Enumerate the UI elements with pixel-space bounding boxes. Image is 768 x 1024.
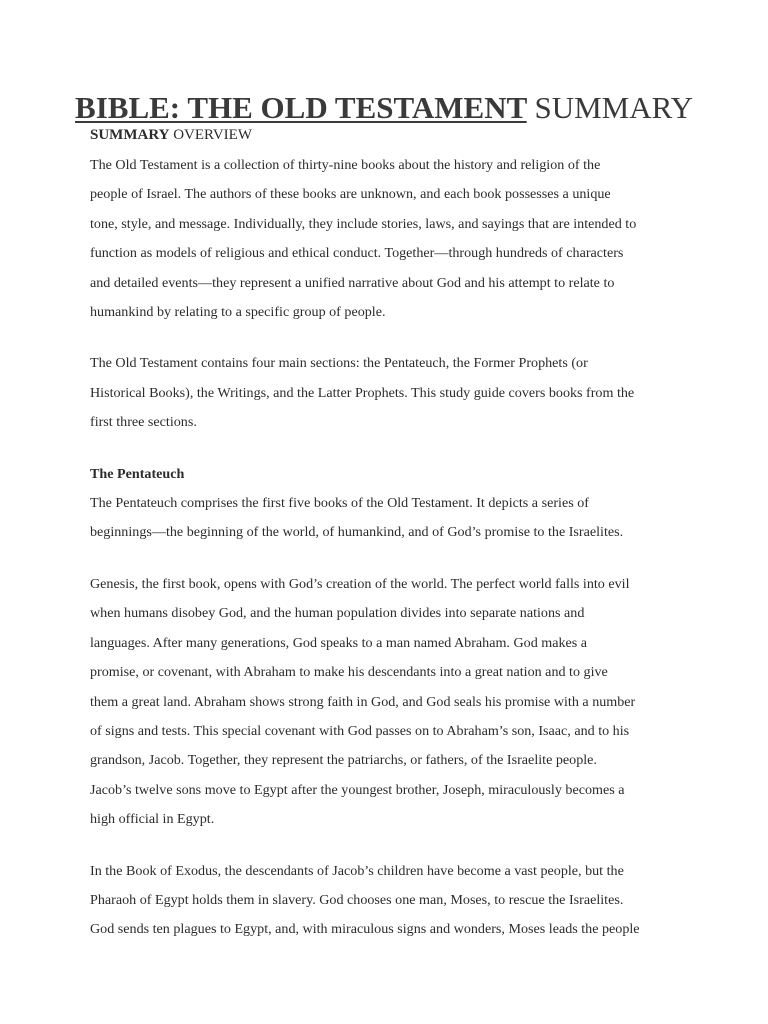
body-line: languages. After many generations, God speaks to a man named Abraham. God makes a: [90, 634, 588, 651]
body-line: grandson, Jacob. Together, they represent the patriarchs, or fathers, of the Israelite people.: [90, 752, 597, 769]
section-heading-pentateuch: The Pentateuch: [90, 465, 185, 482]
body-line: promise, or covenant, with Abraham to make his descendants into a great nation and to give: [90, 664, 608, 681]
body-line: and detailed events—they represent a unified narrative about God and his attempt to relate to: [90, 274, 615, 291]
title-rest: SUMMARY: [534, 90, 693, 125]
body-line: The Pentateuch comprises the first five books of the Old Testament. It depicts a series of: [90, 495, 589, 512]
subhead-bold: SUMMARY: [90, 127, 170, 143]
body-line: In the Book of Exodus, the descendants of Jacob’s children have become a vast people, but the: [90, 862, 624, 879]
body-line: beginnings—the beginning of the world, of humankind, and of God’s promise to the Israelites.: [90, 524, 624, 541]
body-line: first three sections.: [90, 414, 197, 431]
body-line: Pharaoh of Egypt holds them in slavery. God chooses one man, Moses, to rescue the Israelites.: [90, 891, 624, 908]
paragraph-gap: [90, 548, 690, 570]
body-line: humankind by relating to a specific group of people.: [90, 304, 386, 321]
body-line: when humans disobey God, and the human population divides into separate nations and: [90, 605, 585, 622]
paragraph-gap: [90, 438, 690, 460]
body-line: The Old Testament is a collection of thirty-nine books about the history and religion of the: [90, 157, 601, 173]
paragraph-gap: [90, 835, 690, 857]
paragraph-gap: [90, 327, 690, 349]
body-line: The Old Testament contains four main sections: the Pentateuch, the Former Prophets (or: [90, 355, 588, 372]
body-line: Genesis, the first book, opens with God’s creation of the world. The perfect world falls into evil: [90, 575, 630, 592]
section-subheading: [90, 125, 252, 145]
body-line: Historical Books), the Writings, and the Latter Prophets. This study guide covers books from the: [90, 384, 635, 401]
body-line: Jacob’s twelve sons move to Egypt after the youngest brother, Joseph, miraculously becomes a: [90, 781, 625, 798]
body-line: them a great land. Abraham shows strong faith in God, and God seals his promise with a number: [90, 693, 636, 710]
body-line: function as models of religious and ethical conduct. Together—through hundreds of characters: [90, 245, 624, 262]
page-title: [0, 88, 768, 128]
subhead-rest: OVERVIEW: [173, 127, 252, 143]
body-line: God sends ten plagues to Egypt, and, with miraculous signs and wonders, Moses leads the people: [90, 921, 640, 938]
body-line: of signs and tests. This special covenant with God passes on to Abraham’s son, Isaac, and to his: [90, 722, 630, 739]
document-body: [90, 151, 690, 945]
body-line: tone, style, and message. Individually, they include stories, laws, and sayings that are intended to: [90, 215, 637, 232]
body-line: high official in Egypt.: [90, 811, 215, 828]
body-line: people of Israel. The authors of these books are unknown, and each book possesses a unique: [90, 186, 611, 203]
title-main: BIBLE: THE OLD TESTAMENT: [75, 90, 527, 125]
